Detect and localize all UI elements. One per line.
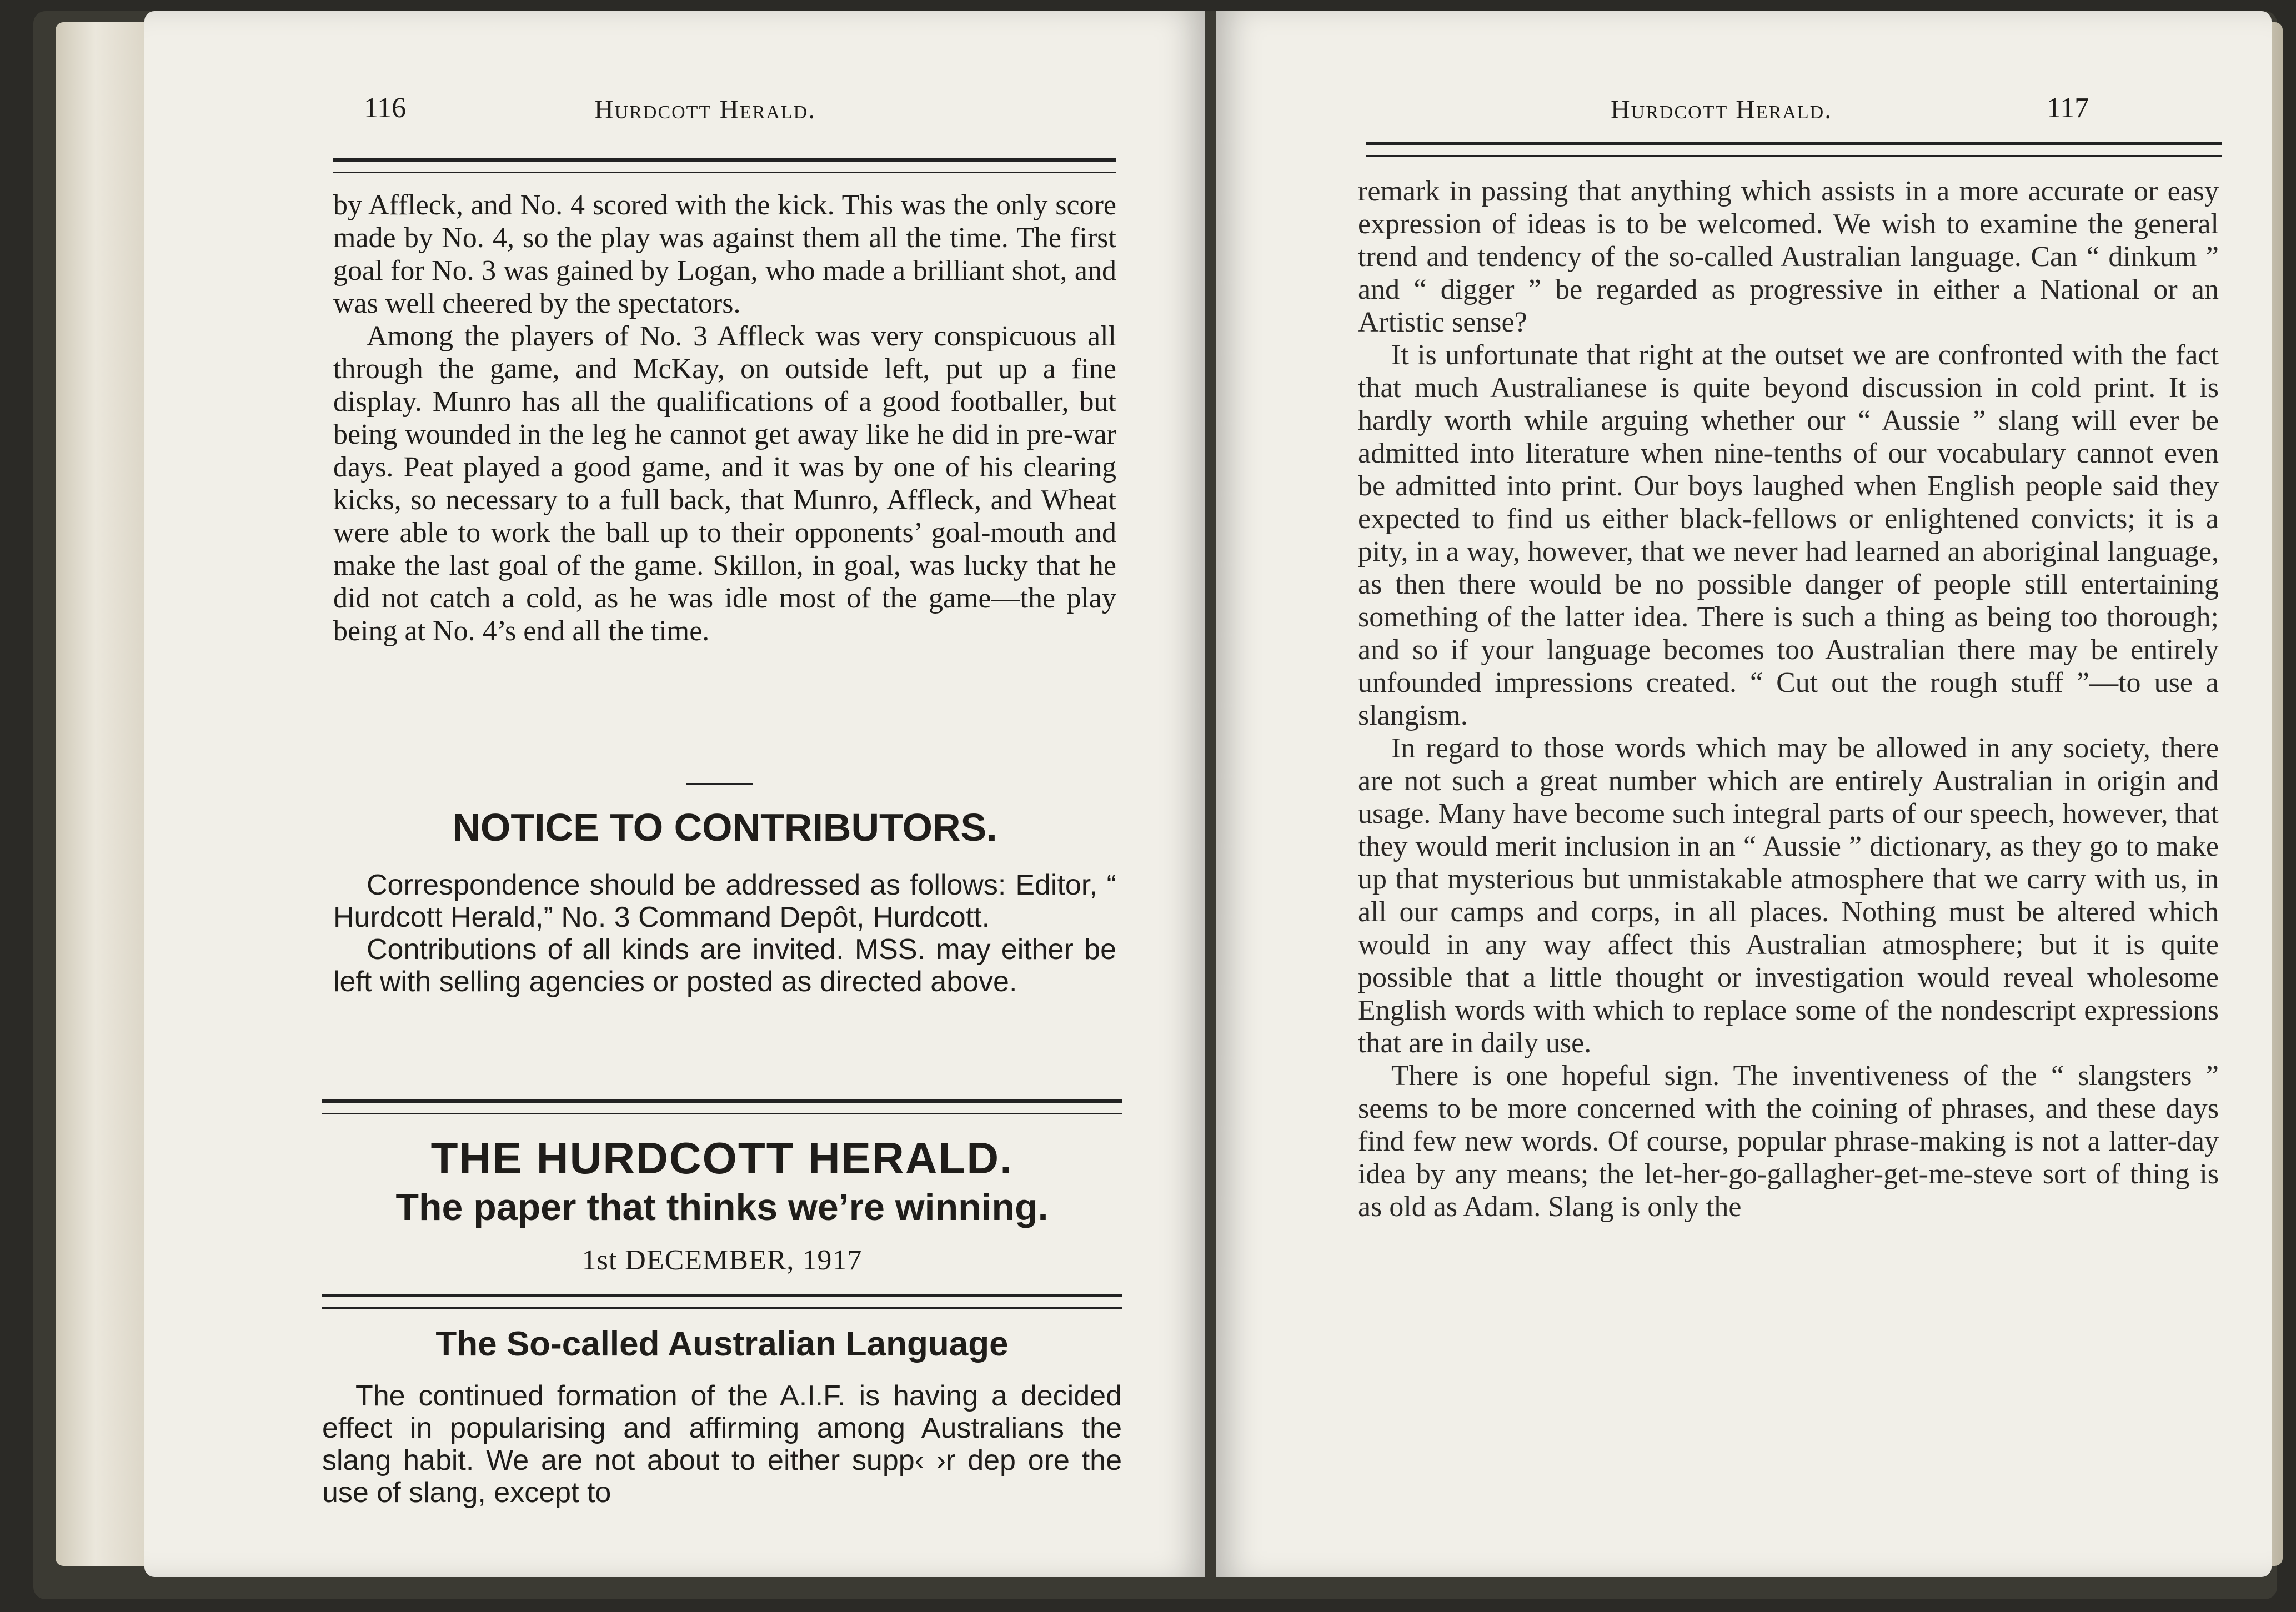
page-number: 117 <box>2047 92 2089 124</box>
paragraph: Correspondence should be addressed as follows: Editor, “ Hurdcott Herald,” No. 3 Command Depôt, Hurdcott. <box>333 869 1116 933</box>
left-page <box>144 11 1205 1577</box>
header-rule <box>333 158 1116 173</box>
paragraph: It is unfortunate that right at the outset we are confronted with the fact that much Australianese is quite beyond discussion in cold print. It is hardly worth while arguing whether our “ Aussie ” slang will ever be admitted into literature when nine-tenths of our vocabulary cannot even be admitted into print. Our boys laughed when English people said they expected to find us either black-fellows or enlightened convicts; it is a pity, in a way, however, that we never had learned an aboriginal language, as then there would be no possible danger of people still entertaining something of the latter idea. There is such a thing as being too thorough; and so if your language becomes too Australian there may be entirely unfounded impressions created. “ Cut out the rough stuff ”—to use a slangism. <box>1358 339 2219 731</box>
running-head: Hurdcott Herald. <box>594 95 816 124</box>
article-title: The So-called Australian Language <box>435 1325 1009 1363</box>
notice-title: NOTICE TO CONTRIBUTORS. <box>452 806 997 849</box>
paragraph: Contributions of all kinds are invited. MSS. may either be left with selling agencies or posted as directed above. <box>333 933 1116 998</box>
article-text <box>322 1380 1122 1509</box>
report-text <box>333 189 1116 647</box>
notice-text <box>333 869 1116 998</box>
paragraph: Among the players of No. 3 Affleck was very conspicuous all through the game, and McKay, on outside left, put up a fine display. Munro has all the qualifications of a good footballer, but being wounded in the leg he cannot get away like he did in pre-war days. Peat played a good game, and it was by one of his clearing kicks, so necessary to a full back, that Munro, Affleck, and Wheat were able to work the ball up to their opponents’ goal-mouth and make the last goal of the game. Skillon, in goal, was lucky that he did not catch a cold, as he was idle most of the game—the play being at No. 4’s end all the time. <box>333 320 1116 647</box>
page-number: 116 <box>364 92 407 124</box>
article-continued-text <box>1358 175 2219 1223</box>
masthead-date: 1st DECEMBER, 1917 <box>581 1244 863 1276</box>
header-rule <box>1366 142 2222 157</box>
right-page <box>1216 11 2272 1577</box>
paragraph: by Affleck, and No. 4 scored with the kick. This was the only score made by No. 4, so the play was against them all the time. The first goal for No. 3 was gained by Logan, who made a brilliant shot, and was well cheered by the spectators. <box>333 189 1116 319</box>
paragraph: In regard to those words which may be allowed in any society, there are not such a great number which are entirely Australian in origin and usage. Many have become such integral parts of our speech, however, that they would merit inclusion in an “ Aussie ” dictionary, as they go to make up that mysterious but unmistakable atmosphere that we carry with us, in all our camps and corps, in all places. Nothing must be altered which would in any way affect this Australian atmosphere; but it is quite possible that a little thought or investigation would reveal wholesome English words with which to replace some of the nondescript expressions that are in daily use. <box>1358 732 2219 1059</box>
masthead-rule-bottom <box>322 1294 1122 1309</box>
masthead-slogan: The paper that thinks we’re winning. <box>395 1186 1049 1228</box>
paragraph: The continued formation of the A.I.F. is having a decided effect in popularising and affirming among Australians the slang habit. We are not about to either supp‹ ›r dep ore the use of slang, except to <box>322 1380 1122 1509</box>
masthead-rule-top <box>322 1099 1122 1114</box>
page-stack-left <box>56 22 156 1566</box>
paragraph: remark in passing that anything which assists in a more accurate or easy expression of ideas is to be welcomed. We wish to examine the general trend and tendency of the so-called Australian language. Can “ dinkum ” and “ digger ” be regarded as progressive in either a National or an Artistic sense? <box>1358 175 2219 338</box>
section-divider <box>686 783 753 785</box>
paragraph: There is one hopeful sign. The inventiveness of the “ slangsters ” seems to be more concerned with the coining of phrases, and these days find few new words. Of course, popular phrase-making is not a latter-day idea by any means; the let-her-go-gallagher-get-me-steve sort of thing is as old as Adam. Slang is only the <box>1358 1060 2219 1223</box>
running-head: Hurdcott Herald. <box>1611 95 1833 124</box>
masthead-title: THE HURDCOTT HERALD. <box>430 1133 1014 1183</box>
